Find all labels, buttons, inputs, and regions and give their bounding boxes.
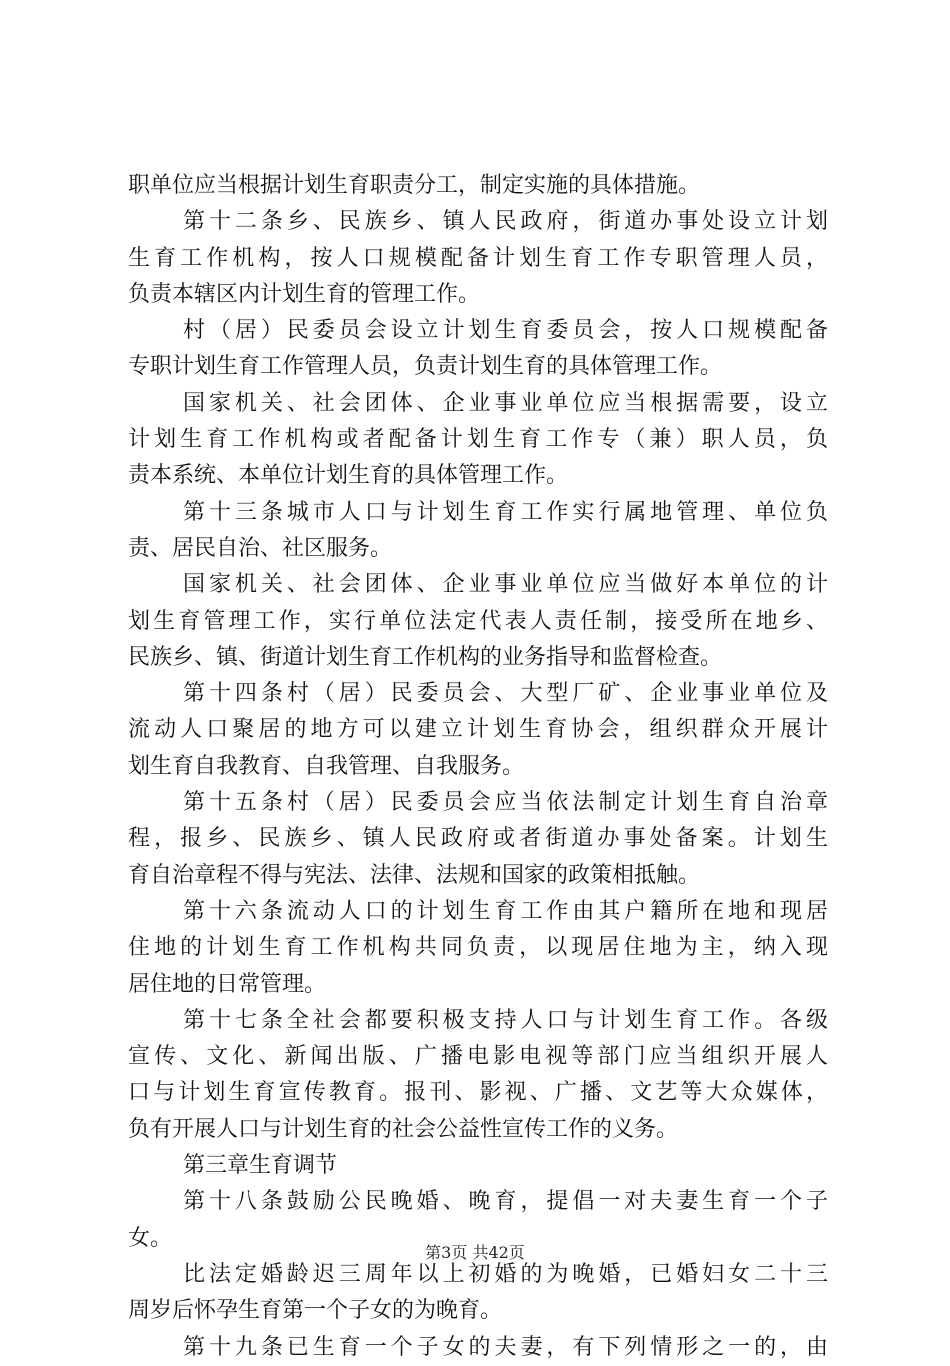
- text-line: 第十三条城市人口与计划生育工作实行属地管理、单位负: [183, 499, 828, 525]
- text-line: 民族乡、镇、街道计划生育工作机构的业务指导和监督检查。: [128, 644, 723, 670]
- text-line: 生育工作机构，按人口规模配备计划生育工作专职管理人员，: [128, 245, 828, 271]
- text-line: 责本系统、本单位计划生育的具体管理工作。: [128, 463, 569, 489]
- text-line: 计划生育工作机构或者配备计划生育工作专（兼）职人员，负: [128, 427, 828, 453]
- text-line: 负有开展人口与计划生育的社会公益性宣传工作的义务。: [128, 1116, 679, 1142]
- text-line: 第十七条全社会都要积极支持人口与计划生育工作。各级: [183, 1007, 828, 1033]
- text-line: 育自治章程不得与宪法、法律、法规和国家的政策相抵触。: [128, 862, 701, 888]
- text-line: 宣传、文化、新闻出版、广播电影电视等部门应当组织开展人: [128, 1044, 828, 1070]
- text-line: 划生育管理工作，实行单位法定代表人责任制，接受所在地乡、: [128, 608, 828, 634]
- text-line: 职单位应当根据计划生育职责分工，制定实施的具体措施。: [128, 173, 701, 198]
- document-body: [128, 168, 828, 1366]
- text-line: 第三章生育调节: [183, 1153, 338, 1179]
- text-line: 村（居）民委员会设立计划生育委员会，按人口规模配备: [183, 318, 828, 344]
- text-line: 周岁后怀孕生育第一个子女的为晚育。: [128, 1298, 503, 1324]
- text-line: 责、居民自治、社区服务。: [128, 535, 393, 561]
- text-line: 流动人口聚居的地方可以建立计划生育协会，组织群众开展计: [128, 717, 828, 743]
- text-line: 住地的计划生育工作机构共同负责，以现居住地为主，纳入现: [128, 935, 828, 961]
- text-line: 口与计划生育宣传教育。报刊、影视、广播、文艺等大众媒体，: [128, 1080, 828, 1106]
- text-line: 第十六条流动人口的计划生育工作由其户籍所在地和现居: [183, 898, 828, 924]
- text-line: 女。: [128, 1225, 173, 1251]
- text-line: 国家机关、社会团体、企业事业单位应当做好本单位的计: [183, 572, 828, 598]
- text-line: 第十二条乡、民族乡、镇人民政府，街道办事处设立计划: [183, 209, 828, 235]
- text-line: 专职计划生育工作管理人员，负责计划生育的具体管理工作。: [128, 354, 723, 380]
- text-line: 比法定婚龄迟三周年以上初婚的为晚婚，已婚妇女二十三: [183, 1261, 828, 1287]
- text-line: 第十八条鼓励公民晚婚、晚育，提倡一对夫妻生育一个子: [183, 1189, 828, 1215]
- text-line: 第十五条村（居）民委员会应当依法制定计划生育自治章: [183, 790, 828, 816]
- page-footer: 第3页 共42页: [425, 1243, 525, 1262]
- text-line: 居住地的日常管理。: [128, 971, 327, 997]
- text-line: 负责本辖区内计划生育的管理工作。: [128, 281, 481, 307]
- text-line: 国家机关、社会团体、企业事业单位应当根据需要，设立: [183, 390, 828, 416]
- text-line: 第十四条村（居）民委员会、大型厂矿、企业事业单位及: [183, 681, 828, 707]
- text-line: 划生育自我教育、自我管理、自我服务。: [128, 753, 525, 779]
- text-line: 第十九条已生育一个子女的夫妻，有下列情形之一的，由: [183, 1334, 828, 1360]
- text-line: 程，报乡、民族乡、镇人民政府或者街道办事处备案。计划生: [128, 826, 828, 852]
